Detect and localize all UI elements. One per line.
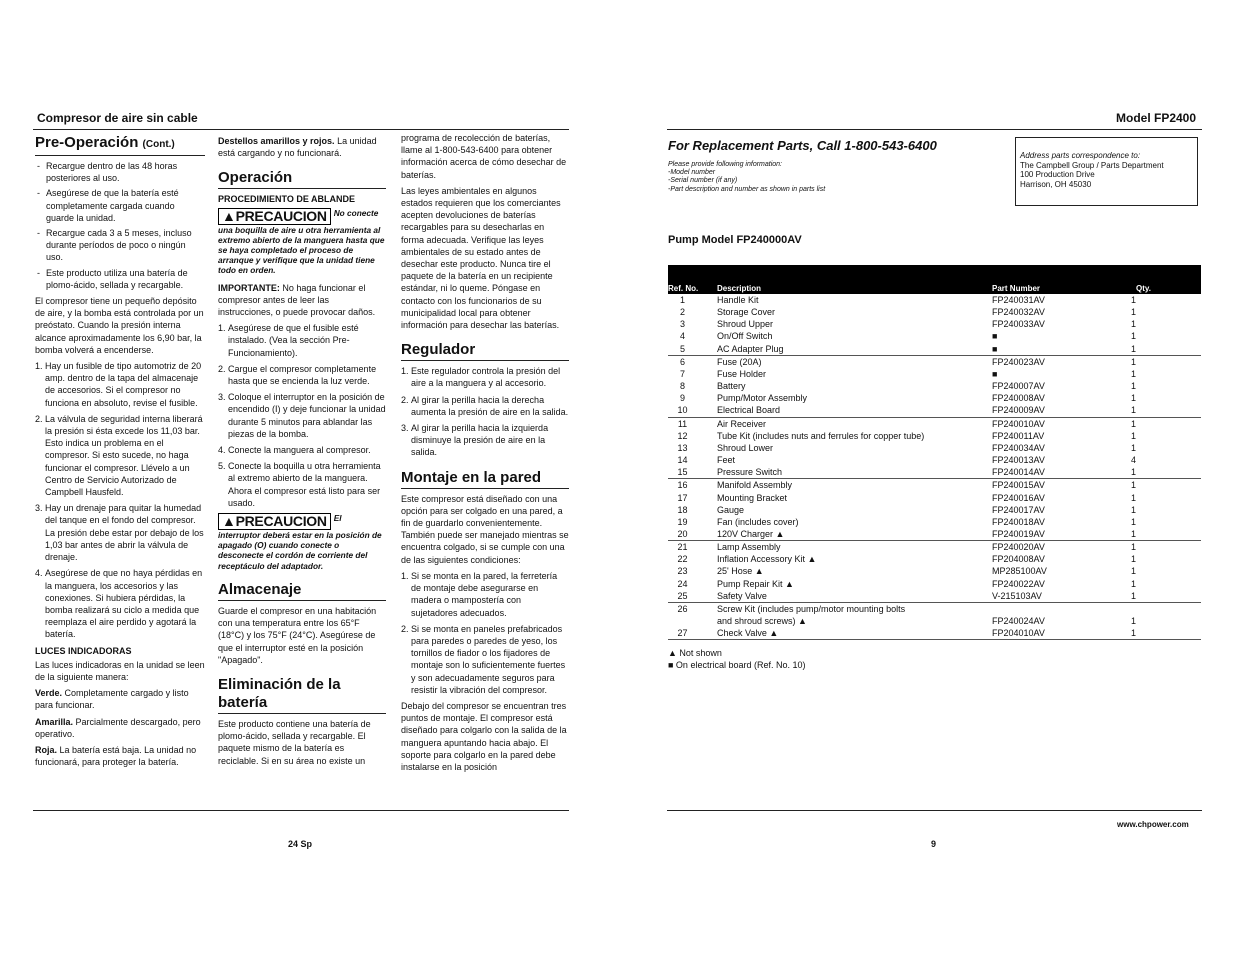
- table-row: [668, 504, 1201, 516]
- cell-ref: 17: [677, 492, 688, 503]
- table-row: [668, 615, 1201, 627]
- cell-ref: 5: [668, 343, 717, 356]
- info-line: Please provide following information:: [668, 161, 783, 168]
- website: www.chpower.com: [1117, 820, 1189, 829]
- precaucion-label: ▲PRECAUCION: [218, 513, 331, 530]
- body-paragraph: Las luces indicadoras en la unidad se leen de la siguiente manera:: [35, 659, 205, 682]
- table-row: [668, 330, 1201, 342]
- operacion-steps: [218, 322, 386, 509]
- cell-desc: On/Off Switch: [717, 331, 773, 342]
- cell-ref: 19: [677, 516, 688, 527]
- cell-part: FP240022AV: [992, 578, 1045, 589]
- cell-qty: 1: [1130, 492, 1136, 503]
- right-header-title: Model FP2400: [1116, 111, 1197, 125]
- address-box: [1015, 137, 1198, 206]
- list-item: 1. Asegúrese de que el fusible esté instalado. (Vea la sección Pre-Funcionamiento).: [218, 323, 359, 358]
- cell-desc: Manifold Assembly: [717, 480, 793, 491]
- table-row: [668, 627, 1201, 640]
- table-row: [668, 368, 1201, 380]
- table-row: [668, 466, 1201, 479]
- left-column-2: [218, 135, 386, 771]
- address-line: 100 Production Drive: [1020, 170, 1095, 180]
- cell-qty: 1: [1120, 404, 1201, 417]
- table-row: [668, 343, 1201, 356]
- cell-desc: and shroud screws) ▲: [717, 616, 807, 627]
- cell-desc: Check Valve ▲: [717, 627, 992, 640]
- cell-qty: 1: [1130, 504, 1136, 515]
- parts-table-wrap: [668, 265, 1201, 640]
- cell-ref: 26: [677, 603, 688, 614]
- cell-desc: AC Adapter Plug: [717, 343, 992, 356]
- cell-desc: Inflation Accessory Kit ▲: [717, 554, 817, 565]
- cell-ref: 12: [677, 430, 688, 441]
- warning-triangle-icon: ▲: [222, 513, 236, 530]
- cell-part: FP240015AV: [992, 480, 1045, 491]
- cell-ref: 7: [679, 368, 685, 379]
- cell-ref: 3: [679, 319, 685, 330]
- info-line: -Part description and number as shown in parts list: [668, 185, 826, 193]
- cell-qty: 1: [1130, 516, 1136, 527]
- cell-desc: Fan (includes cover): [717, 516, 799, 527]
- cell-ref: 4: [679, 331, 685, 342]
- info-line: -Serial number (if any): [668, 177, 738, 185]
- body-paragraph: Debajo del compresor se encuentran tres puntos de montaje. El compresor está diseñado para colgarlo con la salida de la manguera apuntando hacia abajo. El soporte para colgarlo en la pared debe instalarse en la posición: [401, 700, 567, 772]
- list-item: 3. Hay un drenaje para quitar la humedad del tanque en el fondo del compresor. La presión debe estar por debajo de los 1,03 bar antes de abrir la válvula de drenaje.: [35, 503, 204, 563]
- cell-part: FP240034AV: [992, 442, 1045, 453]
- list-item: 2. Al girar la perilla hacia la derecha aumenta la presión de aire en la salida.: [401, 394, 569, 417]
- left-header-title: Compresor de aire sin cable: [37, 111, 198, 125]
- cell-qty: 4: [1130, 455, 1136, 466]
- cell-desc: 25' Hose ▲: [717, 566, 764, 577]
- cell-part: FP240033AV: [992, 319, 1045, 330]
- cell-part: FP240020AV: [992, 542, 1045, 553]
- body-paragraph: Este compresor está diseñado con una opción para ser colgado en una pared, a fin de guardarlo convenientemente. También puede ser manejado mientras se encuentra colgado, si se cumple con una de las siguientes condiciones:: [401, 493, 569, 565]
- cell-part: FP240014AV: [992, 466, 1120, 479]
- table-row: [668, 294, 1201, 306]
- right-footer-rule: [667, 810, 1202, 811]
- list-item: 5. Conecte la boquilla u otra herramienta al extremo abierto de la manguera. Ahora el compresor está listo para ser usado.: [218, 461, 381, 508]
- body-paragraph: El compresor tiene un pequeño depósito de aire, y la bomba está controlada por un preóstato. Cuando la presión interna alcance aproximadamente los 6,90 bar, la bomba volverá a encenderse.: [35, 296, 204, 355]
- cell-ref: 18: [677, 504, 688, 515]
- cell-desc: Tube Kit (includes nuts and ferrules for copper tube): [717, 430, 925, 441]
- header-ref: Ref. No.: [668, 265, 717, 294]
- cell-ref: 11: [677, 418, 688, 429]
- table-row: [668, 479, 1201, 492]
- header-qty: Qty.: [1120, 265, 1201, 294]
- cell-part: ■: [992, 368, 998, 379]
- caution-block-1: ▲PRECAUCION No conecte una boquilla de aire u otra herramienta al extremo abierto de la manguera hasta que se haya completado el proceso de arranque y verifique que la unidad tiene todo en orden.: [218, 207, 385, 276]
- cell-ref: 24: [677, 578, 688, 589]
- destellos-paragraph: Destellos amarillos y rojos. La unidad está cargando y no funcionará.: [218, 136, 377, 159]
- table-row: [668, 454, 1201, 466]
- cell-desc: 120V Charger ▲: [717, 528, 992, 541]
- list-item: - Recargue cada 3 a 5 meses, incluso durante períodos de poco o ningún uso.: [35, 227, 205, 264]
- table-row: [668, 392, 1201, 404]
- cell-qty: 1: [1130, 393, 1136, 404]
- cell-ref: 16: [677, 480, 688, 491]
- eliminacion-heading: Eliminación de la batería: [218, 676, 386, 714]
- list-item: 2. Cargue el compresor completamente hasta que se encienda la luz verde.: [218, 363, 377, 387]
- cell-desc: Screw Kit (includes pump/motor mounting bolts: [717, 603, 906, 614]
- procedimiento-heading: PROCEDIMIENTO DE ABLANDE: [218, 194, 356, 205]
- address-label: Address parts correspondence to:: [1020, 151, 1141, 160]
- cell-qty: 1: [1130, 430, 1136, 441]
- table-row: [668, 492, 1201, 504]
- cell-qty: 1: [1120, 627, 1201, 640]
- cell-qty: 1: [1130, 554, 1136, 565]
- caution-block-2: ▲PRECAUCION El interruptor deberá estar en la posición de apagado (O) cuando conecte o desconecte el cordón de corriente del receptáculo del adaptador.: [218, 513, 382, 571]
- cell-ref: [668, 615, 717, 627]
- cell-desc: Electrical Board: [717, 404, 992, 417]
- left-column-1: [35, 128, 205, 772]
- body-paragraph: Guarde el compresor en una habitación con una temperatura entre los 65°F (18°C) y los 75°F (24°C). Asegúrese de que el interruptor esté en la posición "Apagado".: [218, 605, 377, 665]
- almacenaje-heading: Almacenaje: [218, 581, 386, 601]
- cell-part: FP240019AV: [992, 528, 1120, 541]
- table-row: [668, 380, 1201, 392]
- cell-part: FP204010AV: [992, 627, 1120, 640]
- cell-part: FP240024AV: [992, 616, 1045, 627]
- list-item: - Este producto utiliza una batería de plomo-ácido, sellada y recargable.: [35, 267, 205, 291]
- list-item: 2. La válvula de seguridad interna liberará la presión si ésta excede los 11,03 bar. Esto indica un problema en el compresor. Si esto sucede, no haga funcionar el compresor. Llévelo a un Centro de Servicio Autorizado de Campbell Hausfeld.: [35, 413, 203, 498]
- cell-desc: Fuse (20A): [717, 356, 762, 367]
- body-paragraph: Este producto contiene una batería de plomo-ácido, sellada y recargable. El paquete mismo de la batería es reciclable. Si en su área no existe un: [218, 718, 371, 766]
- list-item: 3. Coloque el interruptor en la posición de encendido (I) y deje funcionar la unidad durante 5 minutos para ablandar las piezas de la bomba.: [218, 392, 386, 439]
- cell-desc: Feet: [717, 455, 736, 466]
- cell-part: MP285100AV: [992, 566, 1047, 577]
- cell-ref: 2: [679, 307, 685, 318]
- cell-desc: Safety Valve: [717, 590, 992, 603]
- table-row: [668, 404, 1201, 417]
- cell-part: FP240018AV: [992, 516, 1045, 527]
- right-header-rule: [667, 129, 1202, 130]
- info-lines: [668, 161, 825, 194]
- cell-qty: 1: [1120, 343, 1201, 356]
- cell-ref: 25: [668, 590, 717, 603]
- table-row: [668, 602, 1201, 615]
- list-item: 3. Al girar la perilla hacia la izquierda disminuye la presión de aire en la salida.: [401, 423, 549, 458]
- table-row: [668, 417, 1201, 430]
- cell-ref: 13: [677, 442, 688, 453]
- parts-table: [668, 265, 1201, 640]
- address-line: The Campbell Group / Parts Department: [1020, 160, 1164, 170]
- left-page-number: 24 Sp: [288, 839, 313, 849]
- cell-qty: 1: [1130, 307, 1136, 318]
- operacion-heading: Operación: [218, 169, 386, 189]
- cell-part: FP240017AV: [992, 504, 1045, 515]
- table-row: [668, 442, 1201, 454]
- cell-ref: 23: [677, 566, 688, 577]
- table-row: [668, 318, 1201, 330]
- pre-operacion-bullets: [35, 160, 205, 291]
- list-item: 1. Este regulador controla la presión del aire a la manguera y al accesorio.: [401, 366, 561, 389]
- cell-ref: 14: [677, 455, 688, 466]
- header-desc: Description: [717, 265, 992, 294]
- table-legend: [668, 647, 806, 671]
- table-row: [668, 430, 1201, 442]
- cell-ref: 20: [668, 528, 717, 541]
- cell-part: FP240023AV: [992, 356, 1045, 367]
- cell-ref: 8: [679, 381, 685, 392]
- cell-part: FP240010AV: [992, 418, 1045, 429]
- right-page-number: 9: [931, 839, 937, 849]
- cell-qty: 1: [1130, 616, 1136, 627]
- luz-roja: Roja. La batería está baja. La unidad no funcionará, para proteger la batería.: [35, 744, 197, 768]
- cell-qty: 1: [1120, 590, 1201, 603]
- cell-ref: 10: [668, 404, 717, 417]
- table-row: [668, 590, 1201, 603]
- cell-desc: Gauge: [717, 504, 745, 515]
- cell-desc: Air Receiver: [717, 418, 767, 429]
- cell-qty: 1: [1130, 480, 1136, 491]
- table-row: [668, 355, 1201, 368]
- cell-qty: 1: [1130, 368, 1136, 379]
- replacement-heading: For Replacement Parts, Call 1-800-543-6400: [668, 138, 937, 153]
- address-line: Harrison, OH 45030: [1020, 179, 1092, 189]
- body-paragraph: Las leyes ambientales en algunos estados requieren que los comerciantes acepten devoluciones de baterías recargables para su desecharlas en forma adecuada. Verifique las leyes ambientales de su estado antes de desechar este producto. Nunca tire el paquete de la batería en un recipiente estándar, ni lo queme. Póngase en contacto con los funcionarios de su municipalidad local para obtener información para desechar las baterías.: [401, 185, 561, 331]
- cell-ref: 21: [677, 542, 688, 553]
- info-line: -Model number: [668, 169, 716, 177]
- cell-part: [992, 602, 1120, 615]
- cell-part: FP240016AV: [992, 492, 1045, 503]
- montaje-heading: Montaje en la pared: [401, 469, 569, 489]
- cell-ref: 15: [668, 466, 717, 479]
- cell-ref: 27: [668, 627, 717, 640]
- cell-qty: 1: [1130, 418, 1136, 429]
- list-item: - Recargue dentro de las 48 horas posteriores al uso.: [35, 160, 205, 184]
- cell-desc: Storage Cover: [717, 307, 776, 318]
- cell-part: V-215103AV: [992, 590, 1120, 603]
- luz-amarilla: Amarilla. Parcialmente descargado, pero operativo.: [35, 716, 201, 739]
- cell-ref: 9: [679, 393, 685, 404]
- table-row: [668, 578, 1201, 590]
- cell-part: FP240011AV: [992, 430, 1045, 441]
- table-header-row: [668, 265, 1201, 294]
- luz-verde: Verde. Completamente cargado y listo para funcionar.: [35, 688, 189, 711]
- list-item: 4. Conecte la manguera al compresor.: [218, 445, 371, 456]
- table-row: [668, 306, 1201, 318]
- cell-desc: Shroud Lower: [717, 442, 774, 453]
- cell-part: FP204008AV: [992, 554, 1045, 565]
- table-row: [668, 528, 1201, 541]
- cell-qty: 1: [1120, 528, 1201, 541]
- regulador-list: [401, 365, 569, 458]
- left-column-3: [401, 132, 569, 777]
- cell-ref: 6: [679, 356, 685, 367]
- list-item: 2. Si se monta en paneles prefabricados para paredes o paredes de yeso, los tornillos de fiador o los fijadores de montaje son lo suficientemente fuertes y son adecuadamente seguros para resistir la vibración del compresor.: [401, 623, 566, 695]
- table-row: [668, 553, 1201, 565]
- list-item: 1. Hay un fusible de tipo automotriz de 20 amp. dentro de la tapa del almacenaje de accesorios. Si el compresor no funciona en absoluto, revise el fusible.: [35, 361, 202, 408]
- cell-desc: Pressure Switch: [717, 466, 992, 479]
- legend-not-shown: ▲ Not shown: [668, 648, 722, 658]
- cell-qty: 1: [1130, 542, 1136, 553]
- table-row: [668, 541, 1201, 554]
- pre-operacion-numbered: [35, 360, 205, 640]
- legend-electrical-board: ■ On electrical board (Ref. No. 10): [668, 660, 806, 670]
- cell-desc: Mounting Bracket: [717, 492, 788, 503]
- cell-qty: 1: [1130, 295, 1136, 305]
- pump-model: Pump Model FP240000AV: [668, 234, 802, 246]
- cell-desc: Pump/Motor Assembly: [717, 393, 808, 404]
- cell-desc: Shroud Upper: [717, 319, 774, 330]
- pre-operacion-heading: Pre-Operación (Cont.): [35, 134, 205, 156]
- cell-part: FP240032AV: [992, 307, 1045, 318]
- cell-qty: 1: [1130, 319, 1136, 330]
- table-row: [668, 565, 1201, 577]
- precaucion-label: ▲PRECAUCION: [218, 208, 331, 225]
- importante-paragraph: IMPORTANTE: No haga funcionar el compresor antes de leer las instrucciones, o puede provocar daños.: [218, 282, 376, 318]
- header-part: Part Number: [992, 265, 1120, 294]
- cell-part: ■: [992, 331, 998, 342]
- cell-ref: 1: [679, 295, 685, 305]
- cell-qty: 1: [1130, 331, 1136, 342]
- cell-qty: 1: [1130, 356, 1136, 367]
- left-footer-rule: [33, 810, 569, 811]
- cell-desc: Handle Kit: [717, 295, 759, 305]
- montaje-list: [401, 570, 569, 696]
- cell-qty: 1: [1120, 466, 1201, 479]
- warning-triangle-icon: ▲: [222, 207, 236, 224]
- cell-qty: 1: [1130, 442, 1136, 453]
- regulador-heading: Regulador: [401, 341, 569, 361]
- cell-part: FP240031AV: [992, 295, 1045, 305]
- cell-part: FP240009AV: [992, 404, 1120, 417]
- cell-part: FP240013AV: [992, 455, 1045, 466]
- list-item: 4. Asegúrese de que no haya pérdidas en la manguera, los accesorios y las conexiones. Si hubiera pérdidas, la bomba realizará su ciclo a medida que reemplaza el aire perdido y agotará la batería.: [35, 568, 203, 640]
- cell-desc: Pump Repair Kit ▲: [717, 578, 794, 589]
- cell-part: FP240008AV: [992, 393, 1045, 404]
- cell-desc: Battery: [717, 381, 746, 392]
- list-item: 1. Si se monta en la pared, la ferretería de montaje debe asegurarse en madera o mampostería con sujetadores adecuados.: [401, 570, 558, 618]
- cell-part: FP240007AV: [992, 381, 1045, 392]
- body-paragraph: programa de recolección de baterías, llame al 1-800-543-6400 para obtener información acerca de cómo desechar de baterías.: [401, 133, 567, 180]
- cell-qty: 1: [1130, 566, 1136, 577]
- cell-qty: 1: [1130, 578, 1136, 589]
- cell-part: ■: [992, 343, 1120, 356]
- table-row: [668, 516, 1201, 528]
- luces-heading: LUCES INDICADORAS: [35, 645, 132, 656]
- list-item: - Asegúrese de que la batería esté completamente cargada cuando guarde la unidad.: [35, 187, 205, 224]
- cell-ref: 22: [677, 554, 688, 565]
- cell-desc: Lamp Assembly: [717, 542, 781, 553]
- cell-desc: Fuse Holder: [717, 368, 767, 379]
- cell-qty: 1: [1130, 381, 1136, 392]
- cell-qty: [1120, 602, 1201, 615]
